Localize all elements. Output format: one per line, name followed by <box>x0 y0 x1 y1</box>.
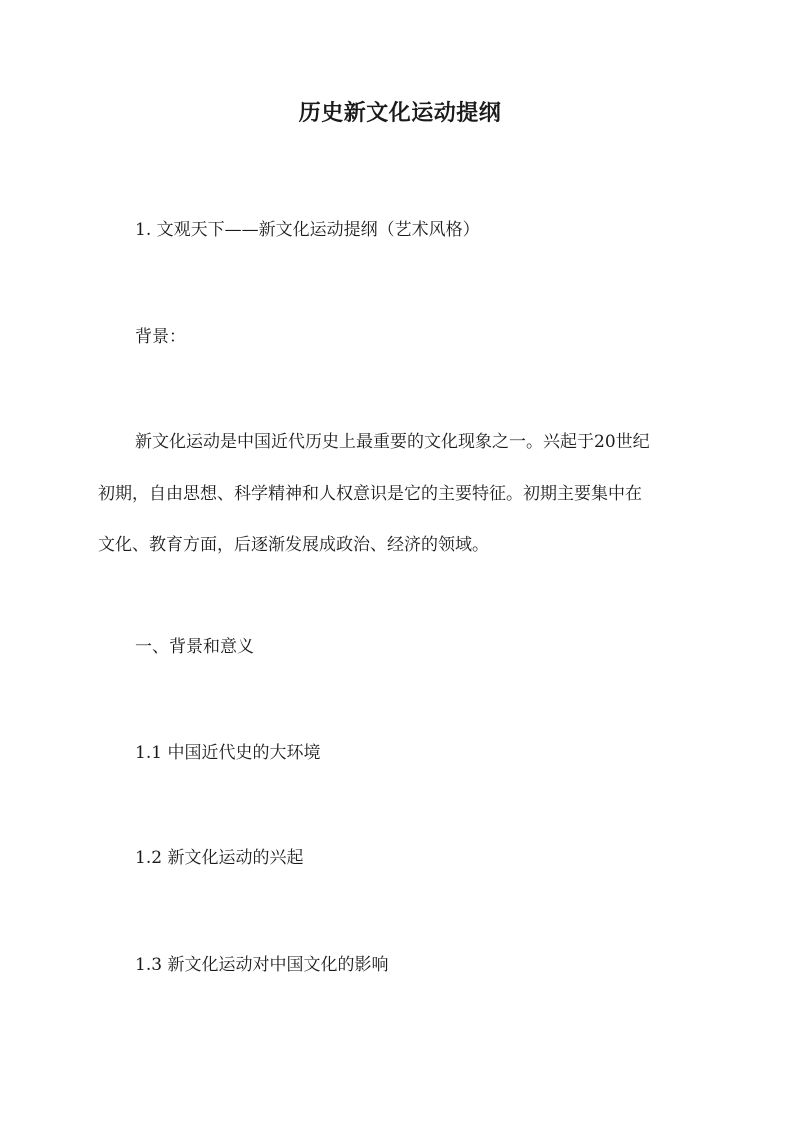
subsection-item: 1.2 新文化运动的兴起 <box>135 848 304 868</box>
document-title: 历史新文化运动提纲 <box>298 100 502 126</box>
outline-item-1: 1. 文观天下——新文化运动提纲（艺术风格） <box>135 220 480 240</box>
paragraph-line: 初期，自由思想、科学精神和人权意识是它的主要特征。初期主要集中在 <box>98 484 642 504</box>
subsection-item: 1.3 新文化运动对中国文化的影响 <box>135 955 389 975</box>
subsection-item: 1.1 中国近代史的大环境 <box>135 743 321 763</box>
section-heading: 一、背景和意义 <box>135 637 254 657</box>
background-label: 背景： <box>135 327 186 347</box>
paragraph-line: 文化、教育方面，后逐渐发展成政治、经济的领域。 <box>98 535 489 555</box>
paragraph-line: 新文化运动是中国近代历史上最重要的文化现象之一。兴起于20世纪 <box>135 432 650 452</box>
